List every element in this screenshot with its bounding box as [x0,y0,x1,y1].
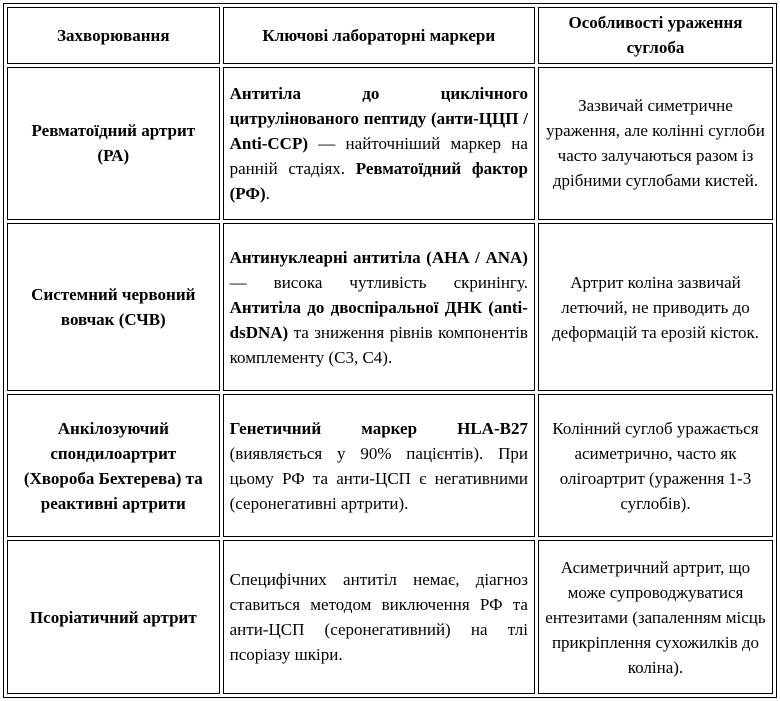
marker-bold-text: Генетичний маркер HLA-B27 [229,418,528,438]
marker-bold-text: Антитіла до циклічного цитрулінованого пептиду (анти-ЦЦП / Anti-CCP) [229,83,528,153]
disease-cell: Псоріатичний артрит [7,540,220,694]
marker-text: . [265,183,270,203]
disease-cell: Системний червоний вовчак (СЧВ) [7,223,220,391]
marker-bold-text: Антитіла до двоспіральної ДНК (anti-dsDNA) [229,297,528,342]
marker-text: (виявляється у 90% пацієнтів). При цьому РФ та анти-ЦСП є негативними (серонегативні артрити). [229,443,528,513]
markers-cell [223,540,535,694]
joint-cell: Колінний суглоб уражається асиметрично, часто як олігоартрит (ураження 1-3 суглобів). [538,394,773,537]
joint-cell: Зазвичай симетричне ураження, але колінні суглоби часто залучаються разом із дрібними суглобами кистей. [538,67,773,221]
comparison-table [3,3,777,698]
markers-cell [223,223,535,391]
joint-cell: Артрит коліна зазвичай летючий, не приводить до деформацій та ерозій кісток. [538,223,773,391]
table-row [7,394,773,537]
markers-cell [223,394,535,537]
table-row [7,540,773,694]
table-header-row [7,7,773,64]
disease-cell: Ревматоїдний артрит (РА) [7,67,220,221]
marker-text: Специфічних антитіл немає, діагноз ставиться методом виключення РФ та анти-ЦСП (серонегативний) на тлі псоріазу шкіри. [229,570,528,665]
header-markers: Ключові лабораторні маркери [223,7,535,64]
marker-text: — найточніший маркер на ранній стадіях. [229,133,528,178]
joint-cell: Асиметричний артрит, що може супроводжуватися ентезитами (запаленням місць прикріплення сухожилків до коліна). [538,540,773,694]
marker-bold-text: Ревматоїдний фактор (РФ) [229,158,528,203]
marker-text: — висока чутливість скринінгу. [229,272,528,292]
marker-text: та зниження рівнів компонентів комплементу (C3, C4). [229,322,528,367]
header-disease: Захворювання [7,7,220,64]
document-page [3,3,777,698]
table-row [7,223,773,391]
disease-cell: Анкілозуючий спондилоартрит (Хвороба Бехтерева) та реактивні артрити [7,394,220,537]
table-row [7,67,773,221]
markers-cell [223,67,535,221]
marker-bold-text: Антинуклеарні антитіла (АНА / ANA) [229,247,528,267]
header-joint: Особливості ураження суглоба [538,7,773,64]
